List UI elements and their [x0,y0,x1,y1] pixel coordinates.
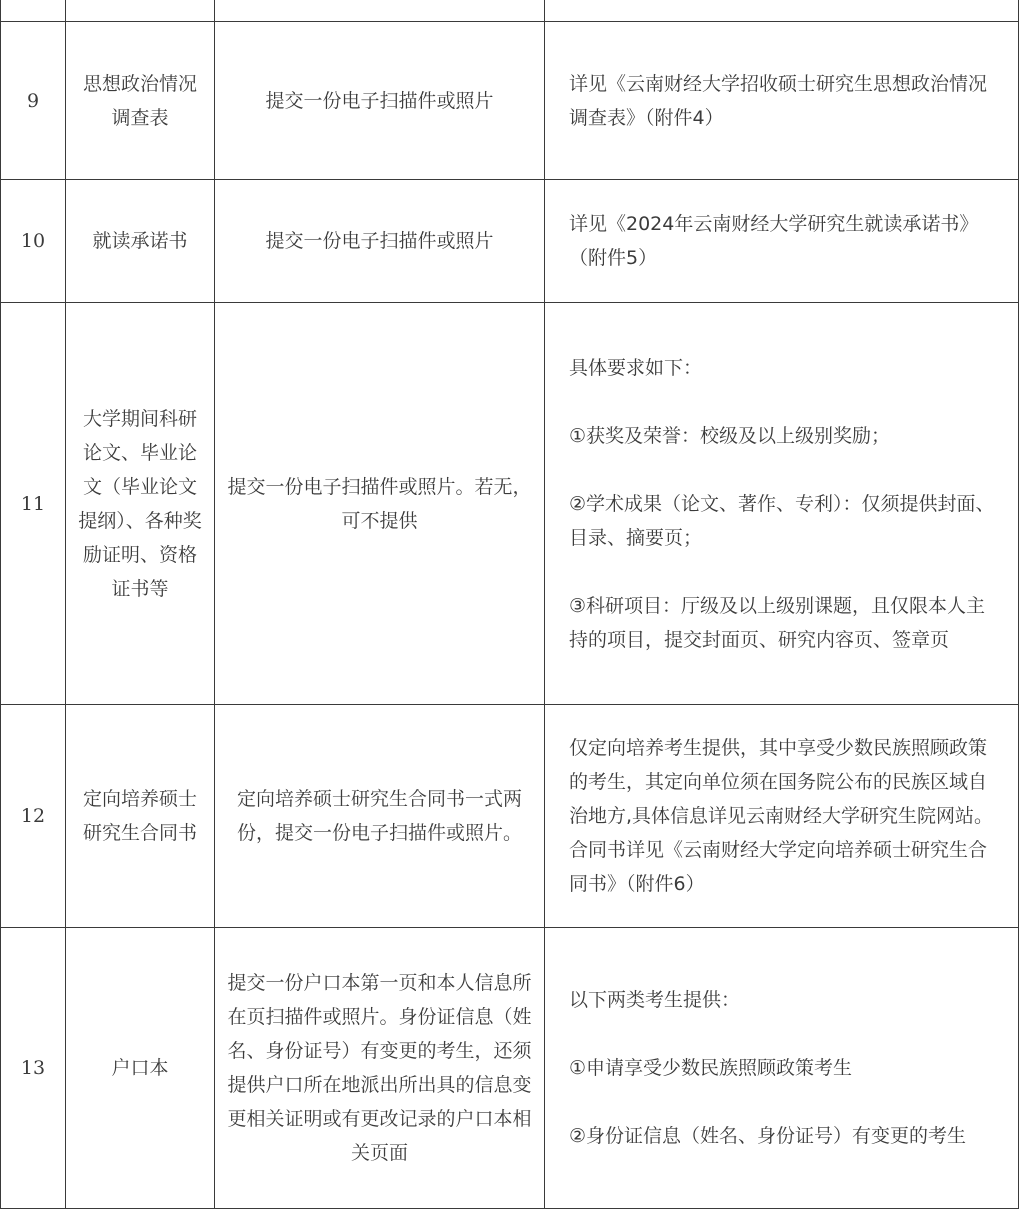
table-row [1,705,1019,928]
table-row [1,22,1019,180]
material-name: 思想政治情况调查表 [66,22,215,180]
remark-line: ③科研项目：厅级及以上级别课题，且仅限本人主持的项目，提交封面页、研究内容页、签章页 [569,594,986,651]
table-row-previous [1,0,1019,22]
material-name: 定向培养硕士研究生合同书 [66,705,215,928]
row-number: 11 [1,303,66,705]
table-row [1,928,1019,1209]
submission-requirement: 提交一份电子扫描件或照片 [215,22,545,180]
remarks [545,928,1019,1209]
row-number: 12 [1,705,66,928]
row-number: 9 [1,22,66,180]
remark-line: 以下两类考生提供： [569,989,741,1011]
remark-line: 具体要求如下： [569,356,703,379]
remark-line: ①获奖及荣誉：校级及以上级别奖励； [569,424,891,447]
submission-requirement: 定向培养硕士研究生合同书一式两份，提交一份电子扫描件或照片。 [215,705,545,928]
remark-line: ②学术成果（论文、著作、专利）：仅须提供封面、目录、摘要页； [569,492,995,549]
submission-requirement: 提交一份电子扫描件或照片。若无，可不提供 [215,303,545,705]
table-row [1,180,1019,303]
remark-line: ①申请享受少数民族照顾政策考生 [569,1057,853,1079]
row-number: 10 [1,180,66,303]
material-name: 就读承诺书 [66,180,215,303]
remark-line: 详见《云南财经大学招收硕士研究生思想政治情况调查表》（附件4） [569,72,988,129]
remarks [545,705,1019,928]
remarks [545,22,1019,180]
submission-requirement: 提交一份户口本第一页和本人信息所在页扫描件或照片。身份证信息（姓名、身份证号）有变更的考生，还须提供户口所在地派出所出具的信息变更相关证明或有更改记录的户口本相关页面 [215,928,545,1209]
remark-line: 仅定向培养考生提供，其中享受少数民族照顾政策的考生，其定向单位须在国务院公布的民族区域自治地方,具体信息详见云南财经大学研究生院网站。合同书详见《云南财经大学定向培养硕士研究生合同书》（附件6） [569,737,994,895]
remarks [545,180,1019,303]
table-row [1,303,1019,705]
remark-line: 详见《2024年云南财经大学研究生就读承诺书》（附件5） [569,213,979,269]
row-number: 13 [1,928,66,1209]
submission-requirement: 提交一份电子扫描件或照片 [215,180,545,303]
remark-line: ②身份证信息（姓名、身份证号）有变更的考生 [569,1125,967,1147]
remarks [545,303,1019,705]
material-name: 大学期间科研论文、毕业论文（毕业论文提纲）、各种奖励证明、资格证书等 [66,303,215,705]
material-name: 户口本 [66,928,215,1209]
